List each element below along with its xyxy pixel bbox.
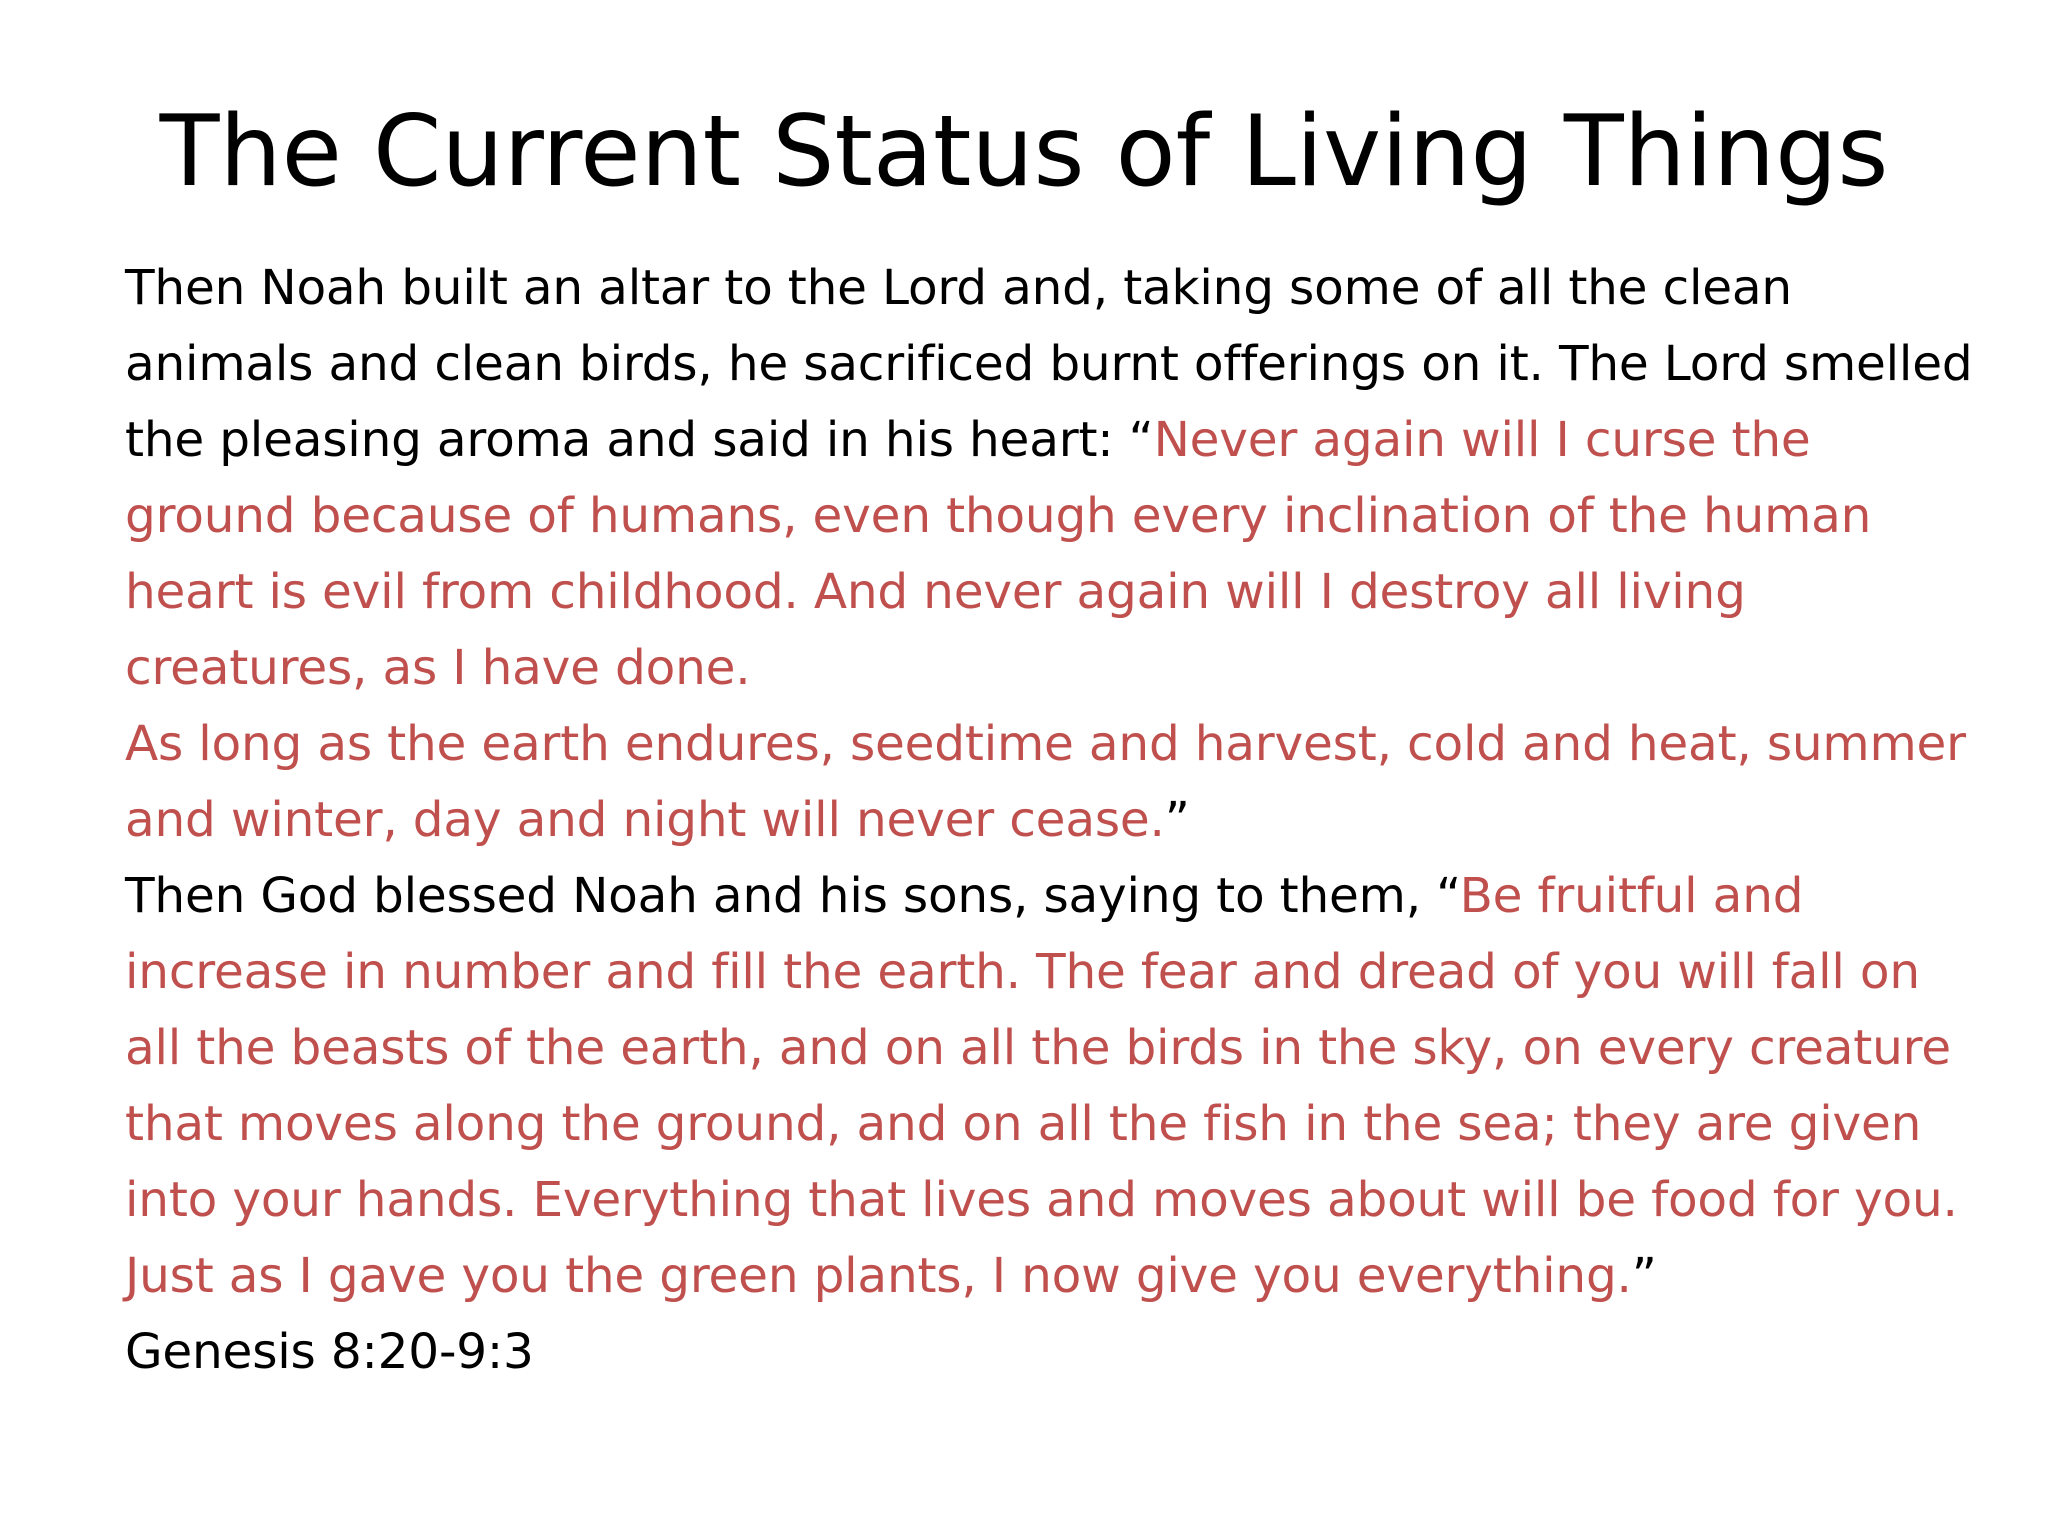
paragraph-3-narration: Then God blessed Noah and his sons, saying to them, “ bbox=[125, 868, 1460, 924]
slide-body bbox=[125, 250, 1985, 1390]
paragraph-2-quote: As long as the earth endures, seedtime and harvest, cold and heat, summer and winter, day and night will never cease. bbox=[125, 716, 1966, 848]
paragraph-2-closing-mark: ” bbox=[1164, 792, 1190, 848]
paragraph-1-quote: Never again will I curse the ground because of humans, even though every inclination of the human heart is evil from childhood. And never again will I destroy all living creatures, as I have done. bbox=[125, 412, 1872, 696]
paragraph-1 bbox=[125, 250, 1985, 706]
paragraph-3-quote: Be fruitful and increase in number and fill the earth. The fear and dread of you will fall on all the beasts of the earth, and on all the birds in the sky, on every creature that moves along the ground, and on all the fish in the sea; they are given into your hands. Everything that lives and moves about will be food for you. Just as I gave you the green plants, I now give you everything. bbox=[125, 868, 1958, 1304]
scripture-reference: Genesis 8:20-9:3 bbox=[125, 1324, 534, 1380]
paragraph-1-narration: Then Noah built an altar to the Lord and, taking some of all the clean animals and clean birds, he sacrificed burnt offerings on it. The Lord smelled the pleasing aroma and said in his heart: “ bbox=[125, 260, 1973, 468]
paragraph-3 bbox=[125, 858, 1985, 1314]
slide-title: The Current Status of Living Things bbox=[159, 95, 1889, 209]
paragraph-3-closing-mark: ” bbox=[1631, 1248, 1657, 1304]
paragraph-2 bbox=[125, 706, 1985, 858]
